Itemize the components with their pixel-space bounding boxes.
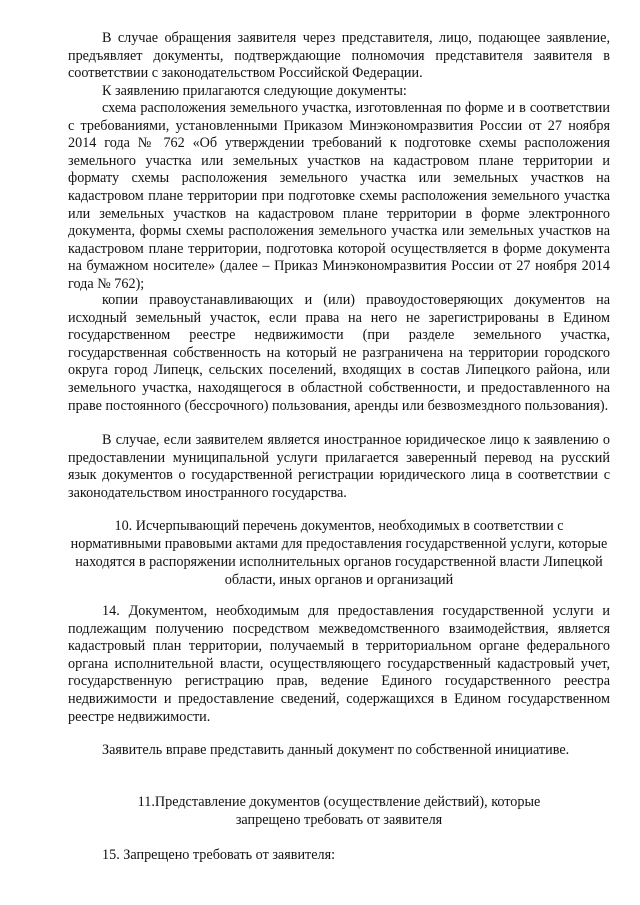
section-11-heading-line2: запрещено требовать от заявителя	[235, 812, 443, 828]
paragraph-applicant-right: Заявитель вправе представить данный документ по собственной инициативе.	[102, 742, 570, 758]
paragraph-foreign-entity: В случае, если заявителем является иностранное юридическое лицо к заявлению о предоставлении муниципальной услуги прилагается заверенный перевод на русский язык документов о государственной регистрации юридического лица в соответствии с законодательством иностранного государства.	[68, 432, 610, 501]
paragraph-representative: В случае обращения заявителя через представителя, лицо, подающее заявление, предъявляет документы, подтверждающие полномочия представителя заявителя в соответствии с законодательством Российской Федерации.	[68, 30, 610, 82]
paragraph-title-documents: копии правоустанавливающих и (или) правоудостоверяющих документов на исходный земельный участок, если права на него не зарегистрированы в Едином государственном реестре недвижимости (при разделе земельного участка, государственная собственность на который не разграничена на территории городского округа город Липецк, сельских поселений, входящих в состав Липецкого района, или земельного участка, находящегося в областной собственности, и предоставленного на праве постоянного (бессрочного) пользования, аренды или безвозмездного пользования).	[68, 292, 610, 414]
section-10-heading: 10. Исчерпывающий перечень документов, необходимых в соответствии с нормативными правовыми актами для предоставления государственной услуги, которые находятся в распоряжении исполнительных органов государственной власти Липецкой области, иных органов и организаций	[70, 518, 608, 588]
section-11-heading-line1: 11.Представление документов (осуществление действий), которые	[137, 794, 541, 810]
paragraph-land-scheme: схема расположения земельного участка, изготовленная по форме и в соответствии с требованиями, установленными Приказом Минэкономразвития России от 27 ноября 2014 года № 762 «Об утверждении требований к подготовке схемы расположения земельного участка или земельных участков на кадастровом плане территории и формату схемы расположения земельного участка или земельных участков на кадастровом плане территории при подготовке схемы расположения земельного участка или земельных участков на кадастровом плане территории в форме электронного документа, формы схемы расположения земельного участка или земельных участков на кадастровом плане территории, подготовка которой осуществляется в форме документа на бумажном носителе» (далее – Приказ Минэкономразвития России от 27 ноября 2014 года № 762);	[68, 100, 610, 292]
paragraph-15: 15. Запрещено требовать от заявителя:	[102, 847, 336, 863]
paragraph-attachments-intro: К заявлению прилагаются следующие документы:	[102, 83, 407, 99]
paragraph-14: 14. Документом, необходимым для предоставления государственной услуги и подлежащим получению посредством межведомственного взаимодействия, является кадастровый план территории, получаемый в территориальном органе федерального органа исполнительной власти, осуществляющего государственный кадастровый учет, государственную регистрацию прав, ведение Единого государственного реестра недвижимости и предоставление сведений, содержащихся в Едином государственном реестре недвижимости.	[68, 603, 610, 725]
